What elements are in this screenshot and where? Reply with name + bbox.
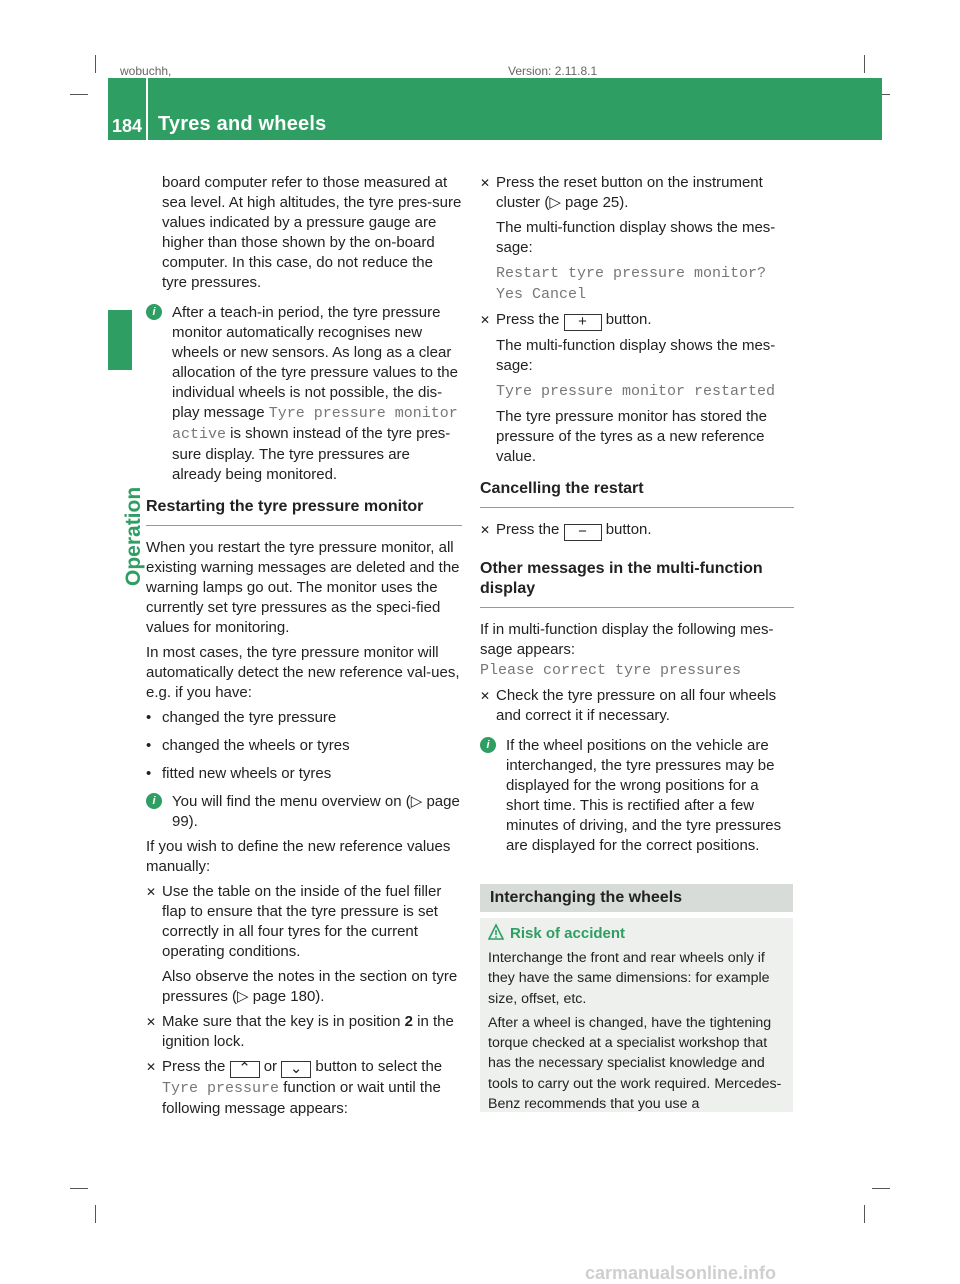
crop-mark [864,55,865,73]
step-text: Make sure that the key is in position [162,1013,405,1030]
step-text: button. [601,311,652,328]
display-message-line: Restart tyre pressure monitor? [496,265,767,282]
instruction-step [146,1057,462,1119]
footer-watermark: carmanualsonline.info [585,1263,777,1283]
section-title: Interchanging the wheels [490,889,683,906]
info-text: If the wheel positions on the vehicle are interchanged, the tyre pressures may be displayed for the wrong positions for a short time. This is rectified after a few minutes of driving, and the tyre pressures are displayed for the correct positions. [506,737,782,854]
info-note [146,792,462,832]
step-note: The multi-function display shows the mes-sage: [496,219,776,256]
section-heading: Cancelling the restart [480,479,794,508]
instruction-step [146,1012,462,1052]
step-arrow-icon: ✕ [146,1060,157,1074]
display-message: Tyre pressure monitor active [172,405,458,443]
display-message: Tyre pressure [162,1080,280,1097]
info-note [480,736,794,856]
up-arrow-button-icon: ⌃ [230,1061,260,1078]
step-arrow-icon: ✕ [480,313,491,327]
section-title-band [480,884,793,912]
section-heading: Restarting the tyre pressure monitor [146,497,462,526]
side-tab-label [108,486,145,596]
warning-text [488,948,790,1118]
bullet-dot: • [146,737,152,754]
info-icon: i [146,304,162,320]
paragraph: If you wish to define the new reference values manually: [146,838,451,875]
display-message-line: Yes Cancel [496,286,587,303]
list-item-text: changed the wheels or tyres [162,737,350,754]
bullet-dot: • [146,765,152,782]
step-arrow-icon: ✕ [480,523,491,537]
step-arrow-icon: ✕ [146,885,157,899]
crop-mark [95,55,96,73]
key-position: 2 [404,1013,413,1030]
bullet-dot: • [146,709,152,726]
warning-triangle-icon [488,924,504,940]
step-note: Also observe the notes in the section on tyre pressures (▷ page 180). [162,968,458,1005]
instruction-step [480,686,794,726]
paragraph: board computer refer to those measured at sea level. At high altitudes, the tyre pres-sure values indicated by a pressure gauge are higher than those shown by the on-board computer. In this case, do not reduce the tyre pressures. [162,174,462,291]
page-title: Tyres and wheels [158,113,327,135]
info-text: After a teach-in period, the tyre pressure monitor automatically recognises new wheels or new sensors. As long as a clear allocation of the tyre pressure values to the individual wheels is not possible, the dis-play message [172,304,458,421]
step-text: button to select the [311,1058,443,1075]
warning-heading [488,924,625,942]
step-text: or [259,1058,282,1075]
display-message-line: Tyre pressure monitor restarted [496,383,776,400]
step-note: The tyre pressure monitor has stored the pressure of the tyres as a new reference value. [496,408,767,465]
print-info-left: wobuchh, [120,64,172,78]
section-heading: Other messages in the multi-function display [480,559,794,608]
info-icon: i [146,793,162,809]
list-item-text: fitted new wheels or tyres [162,765,332,782]
step-text: function or wait until the following message appears: [162,1079,441,1117]
minus-button-icon: − [564,524,602,541]
down-arrow-button-icon: ⌄ [281,1061,311,1078]
instruction-step [480,310,794,331]
step-text: Press the [496,311,564,328]
step-note: The multi-function display shows the mes-sage: [496,337,776,374]
crop-mark [70,1188,88,1189]
step-text: button. [601,521,652,538]
list-item [146,736,462,756]
paragraph: If in multi-function display the following mes-sage appears: [480,621,774,658]
paragraph: In most cases, the tyre pressure monitor will automatically detect the new reference val-ues, e.g. if you have: [146,644,460,701]
warning-paragraph: After a wheel is changed, have the tightening torque checked at a specialist workshop that has the necessary specialist knowledge and tools to carry out the work required. Mercedes-Benz recommends that you use a [488,1014,782,1113]
list-item [146,708,462,728]
step-text: Press the reset button on the instrument cluster (▷ page 25). [496,174,763,211]
page-number: 184 [112,116,143,136]
crop-mark [70,94,88,95]
info-note [146,303,462,485]
step-text: Press the [162,1058,230,1075]
crop-mark [864,1205,865,1223]
info-text: is shown instead of the tyre pres-sure display. The tyre pressures are already being monitored. [172,425,451,483]
list-item-text: changed the tyre pressure [162,709,337,726]
step-text: Use the table on the inside of the fuel filler flap to ensure that the tyre pressure is set correctly in all four tyres for the current operating conditions. [162,883,442,960]
step-text: in the ignition lock. [162,1013,454,1050]
right-column [480,173,794,861]
paragraph: When you restart the tyre pressure monitor, all existing warning messages are deleted and the warning lamps go out. The monitor uses the currently set tyre pressures as the speci-fied values for monitoring. [146,539,460,636]
display-message-line: Please correct tyre pressures [480,662,742,679]
info-icon: i [480,737,496,753]
plus-button-icon: + [564,314,602,331]
step-arrow-icon: ✕ [146,1015,157,1029]
warning-paragraph: Interchange the front and rear wheels only if they have the same dimensions: for example size, offset, etc. [488,950,770,1007]
instruction-step [480,173,794,213]
step-text: Press the [496,521,564,538]
left-column [146,173,462,1124]
instruction-step [146,882,462,962]
side-tab-marker [108,310,132,370]
info-text: You will find the menu overview on (▷ page 99). [172,793,460,830]
crop-mark [95,1205,96,1223]
instruction-step [480,520,794,541]
print-info-right: Version: 2.11.8.1 [508,64,598,78]
display-message [480,263,794,305]
step-text: Check the tyre pressure on all four wheels and correct it if necessary. [496,687,777,724]
print-info-strip [108,58,828,78]
warning-box [480,918,793,1112]
crop-mark [872,1188,890,1189]
side-tab-text: Operation [122,486,145,586]
step-arrow-icon: ✕ [480,689,491,703]
list-item [146,764,462,784]
warning-title-text: Risk of accident [510,925,626,942]
step-arrow-icon: ✕ [480,176,491,190]
display-message [480,381,794,402]
display-message [480,660,794,681]
